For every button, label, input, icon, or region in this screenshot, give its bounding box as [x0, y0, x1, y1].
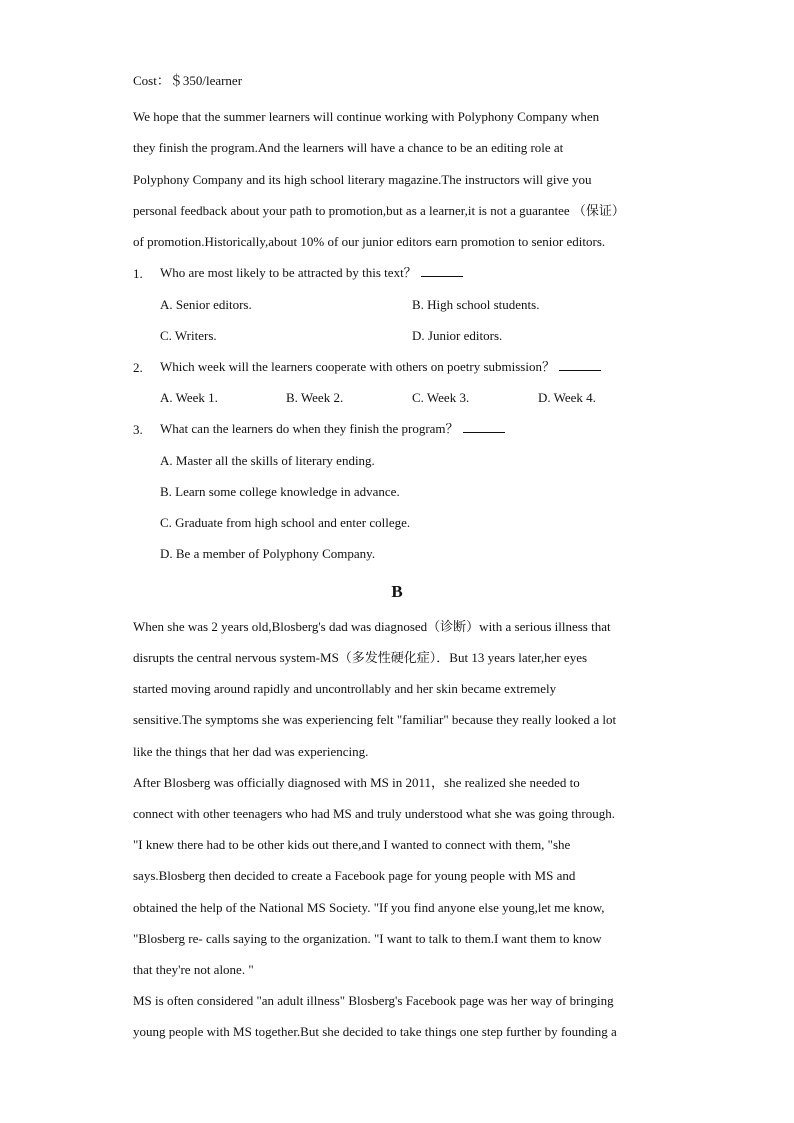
option-d: D. Junior editors.	[412, 328, 503, 343]
question-text: Who are most likely to be attracted by this text？	[160, 264, 463, 282]
passage-b-line: "Blosberg re- calls saying to the organization. "I want to talk to them.I want them to know	[133, 931, 602, 946]
passage-b-line: says.Blosberg then decided to create a Facebook page for young people with MS and	[133, 868, 576, 883]
passage-b-line: sensitive.The symptoms she was experiencing felt "familiar" because they really looked a lot	[133, 712, 617, 727]
passage-a-line: We hope that the summer learners will continue working with Polyphony Company when	[133, 109, 600, 124]
passage-b-line: like the things that her dad was experiencing.	[133, 744, 369, 759]
option-a: A. Week 1.	[160, 390, 218, 405]
passage-b-line: "I knew there had to be other kids out there,and I wanted to connect with them, "she	[133, 837, 571, 852]
passage-b-line: obtained the help of the National MS Society. "If you find anyone else young,let me know,	[133, 900, 605, 915]
passage-b-line: MS is often considered "an adult illness" Blosberg's Facebook page was her way of bringing	[133, 993, 614, 1008]
passage-a-line: of promotion.Historically,about 10% of our junior editors earn promotion to senior editors.	[133, 234, 606, 249]
passage-b-line: young people with MS together.But she decided to take things one step further by founding a	[133, 1024, 617, 1039]
passage-a-line: personal feedback about your path to promotion,but as a learner,it is not a guarantee （保证）	[133, 203, 625, 218]
passage-b-line: that they're not alone. "	[133, 962, 254, 977]
answer-blank	[559, 358, 601, 371]
passage-b-line: After Blosberg was officially diagnosed with MS in 2011，she realized she needed to	[133, 775, 580, 790]
question-number: 3.	[133, 422, 143, 437]
option-c: C. Writers.	[160, 328, 217, 343]
question-text: Which week will the learners cooperate with others on poetry submission？	[160, 358, 601, 376]
passage-a-line: they finish the program.And the learners will have a chance to be an editing role at	[133, 140, 564, 155]
question-number: 2.	[133, 360, 143, 375]
question-text: What can the learners do when they finish the program？	[160, 420, 505, 438]
passage-b-line: disrupts the central nervous system-MS（多发性硬化症）．But 13 years later,her eyes	[133, 650, 588, 665]
option-b: B. Week 2.	[286, 390, 344, 405]
section-heading: B	[391, 582, 403, 601]
answer-blank	[421, 264, 463, 277]
passage-b-line: started moving around rapidly and uncontrollably and her skin became extremely	[133, 681, 557, 696]
question-number: 1.	[133, 266, 143, 281]
option-c: C. Graduate from high school and enter college.	[160, 515, 411, 530]
option-c: C. Week 3.	[412, 390, 470, 405]
option-a: A. Master all the skills of literary ending.	[160, 453, 375, 468]
option-d: D. Be a member of Polyphony Company.	[160, 546, 376, 561]
option-d: D. Week 4.	[538, 390, 596, 405]
option-a: A. Senior editors.	[160, 297, 252, 312]
passage-b-line: When she was 2 years old,Blosberg's dad was diagnosed（诊断）with a serious illness that	[133, 619, 611, 634]
passage-a-line: Polyphony Company and its high school literary magazine.The instructors will give you	[133, 172, 592, 187]
option-b: B. High school students.	[412, 297, 540, 312]
cost-line: Cost：＄350/learner	[133, 73, 243, 88]
passage-b-line: connect with other teenagers who had MS and truly understood what she was going through.	[133, 806, 615, 821]
answer-blank	[463, 420, 505, 433]
option-b: B. Learn some college knowledge in advance.	[160, 484, 400, 499]
